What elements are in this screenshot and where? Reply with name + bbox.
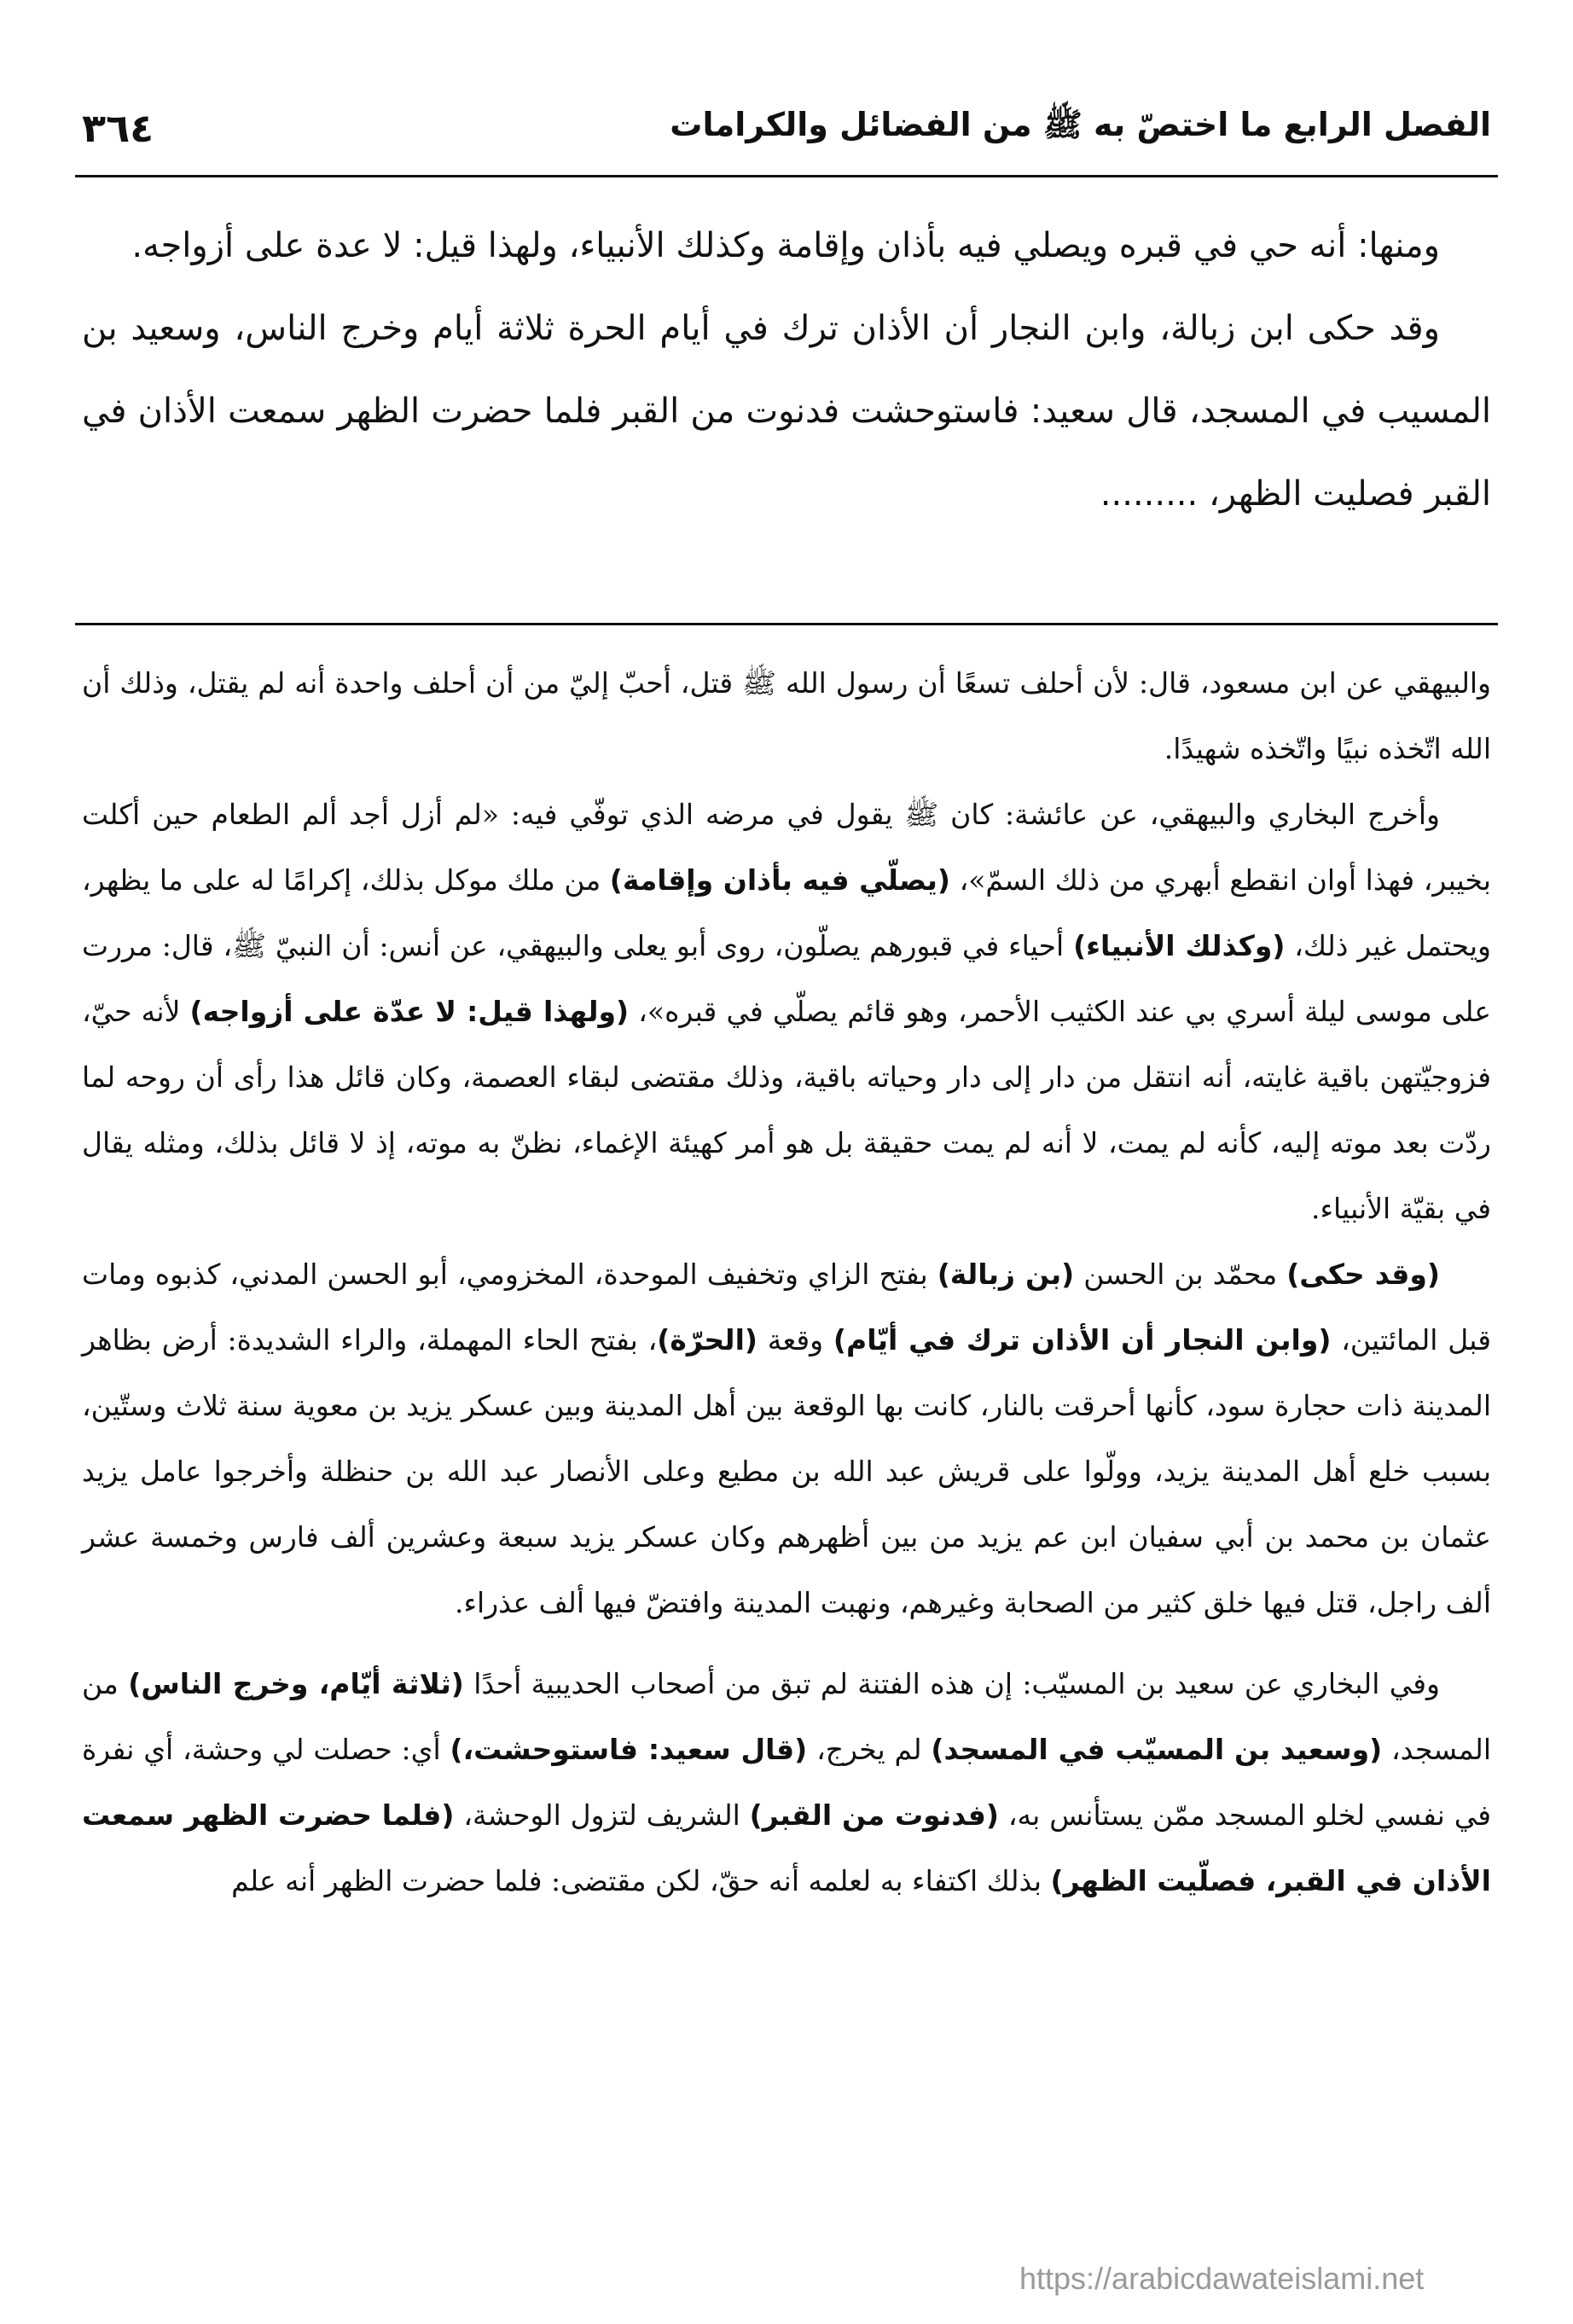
running-header [82, 90, 1491, 166]
text-divider [75, 623, 1498, 625]
main-paragraph: ومنها: أنه حي في قبره ويصلي فيه بأذان وإقامة وكذلك الأنبياء، ولهذا قيل: لا عدة على أزواجه. [131, 226, 1440, 265]
quoted-matn: (فدنوت من القبر) [749, 1798, 999, 1832]
quoted-matn: (قال سعيد: فاستوحشت،) [450, 1733, 808, 1766]
quoted-matn: (وكذلك الأنبياء) [1073, 929, 1286, 962]
quoted-matn: (بن زبالة) [937, 1258, 1075, 1291]
source-watermark: https://arabicdawateislami.net [1019, 2261, 1425, 2296]
commentary-text-run: من ملك موكل بذلك، إكرامًا له على ما يظهر، ويحتمل غير ذلك، [82, 863, 1491, 962]
commentary-text [82, 650, 1491, 1914]
commentary-text-run: وأخرج البخاري والبيهقي، عن عائشة: كان ﷺ يقول في مرضه الذي توفّي فيه: «لم أزل أجد ألم الطعام حين أكلت بخيبر، فهذا أوان انقطع أبهري من ذلك السمّ»، [82, 798, 1491, 897]
header-divider [75, 175, 1498, 177]
quoted-matn: (فلما حضرت الظهر سمعت الأذان في القبر، فصلّيت الظهر) [82, 1798, 1491, 1897]
page-number: ٣٦٤ [82, 105, 154, 151]
commentary-text-run: ، بفتح الحاء المهملة، والراء الشديدة: أرض بظاهر المدينة ذات حجارة سود، كأنها أحرقت بالنار، كانت بها الوقعة بين أهل المدينة وبين عسكر يزيد بن معوية سنة ثلاث وستّين، بسبب خلع أهل المدينة يزيد، وولّوا على قريش عبد الله بن مطيع وعلى الأنصار عبد الله بن حنظلة وأخرجوا عامل يزيد عثمان بن محمد بن أبي سفيان ابن عم يزيد من بين أظهرهم وكان عسكر يزيد سبعة وعشرين ألف فارس وخمسة عشر ألف راجل، قتل فيها خلق كثير من الصحابة وغيرهم، ونهبت المدينة وافتضّ فيها ألف عذراء. [82, 1323, 1491, 1619]
quoted-matn: (ولهذا قيل: لا عدّة على أزواجه) [189, 995, 630, 1028]
main-paragraph [82, 288, 1491, 536]
quoted-matn: (وسعيد بن المسيّب في المسجد) [931, 1733, 1383, 1766]
commentary-paragraph [82, 1241, 1491, 1636]
commentary-text-run: من المسجد، [82, 1667, 1492, 1766]
commentary-text-run: لأنه حيّ، فزوجيّتهن باقية غايته، أنه انتقل من دار إلى دار وحياته باقية، وذلك مقتضى لبقاء العصمة، وكان قائل هذا رأى أن روحه لما ردّت بعد موته إليه، كأنه لم يمت، لا أنه لم يمت حقيقة بل هو أمر كهيئة الإغماء، نظنّ به موته، إذ لا قائل بذلك، ومثله يقال في بقيّة الأنبياء. [82, 995, 1491, 1225]
quoted-matn: (الحرّة) [657, 1323, 757, 1357]
commentary-text-run: أحياء في قبورهم يصلّون، روى أبو يعلى والبيهقي، عن أنس: أن النبيّ ﷺ، قال: مررت على موسى ليلة أسري بي عند الكثيب الأحمر، وهو قائم يصلّي في قبره»، [82, 929, 1491, 1028]
commentary-text-run: بفتح الزاي وتخفيف الموحدة، المخزومي، أبو الحسن المدني، كذبوه ومات قبل المائتين، [82, 1258, 1491, 1357]
commentary-text-run: لم يخرج، [807, 1733, 932, 1766]
commentary-text-run: محمّد بن الحسن [1074, 1258, 1287, 1291]
commentary-paragraph: والبيهقي عن ابن مسعود، قال: لأن أحلف تسعًا أن رسول الله ﷺ قتل، أحبّ إليّ من أن أحلف واحدة أنه لم يقتل، وذلك أن الله اتّخذه نبيًا واتّخذه شهيدًا. [82, 666, 1491, 765]
commentary-text-run: أي: حصلت لي وحشة، أي نفرة في نفسي لخلو المسجد ممّن يستأنس به، [82, 1733, 1491, 1832]
commentary-paragraph [82, 1651, 1491, 1914]
ellipsis-dots: ......... [1100, 474, 1199, 514]
quoted-matn: (يصلّي فيه بأذان وإقامة) [609, 863, 950, 897]
quoted-matn: (ثلاثة أيّام، وخرج الناس) [128, 1667, 464, 1700]
chapter-title: الفصل الرابع ما اختصّ به ﷺ من الفضائل والكرامات [670, 105, 1491, 143]
commentary-text-run: الشريف لتزول الوحشة، [454, 1798, 750, 1832]
quoted-matn: (وابن النجار أن الأذان ترك في أيّام) [833, 1323, 1332, 1357]
main-text [82, 205, 1491, 536]
commentary-text-run: بذلك اكتفاء به لعلمه أنه حقّ، لكن مقتضى: فلما حضرت الظهر أنه علم [231, 1864, 1051, 1897]
main-paragraph-text: وقد حكى ابن زبالة، وابن النجار أن الأذان ترك في أيام الحرة ثلاثة أيام وخرج الناس، وسعيد بن المسيب في المسجد، قال سعيد: فاستوحشت فدنوت من القبر فلما حضرت الظهر سمعت الأذان في القبر فصليت الظهر، [82, 309, 1491, 514]
commentary-paragraph [82, 781, 1491, 1241]
commentary-text-run: وقعة [757, 1323, 833, 1357]
commentary-text-run: وفي البخاري عن سعيد بن المسيّب: إن هذه الفتنة لم تبق من أصحاب الحديبية أحدًا [463, 1667, 1440, 1700]
quoted-matn: (وقد حكى) [1286, 1258, 1440, 1291]
